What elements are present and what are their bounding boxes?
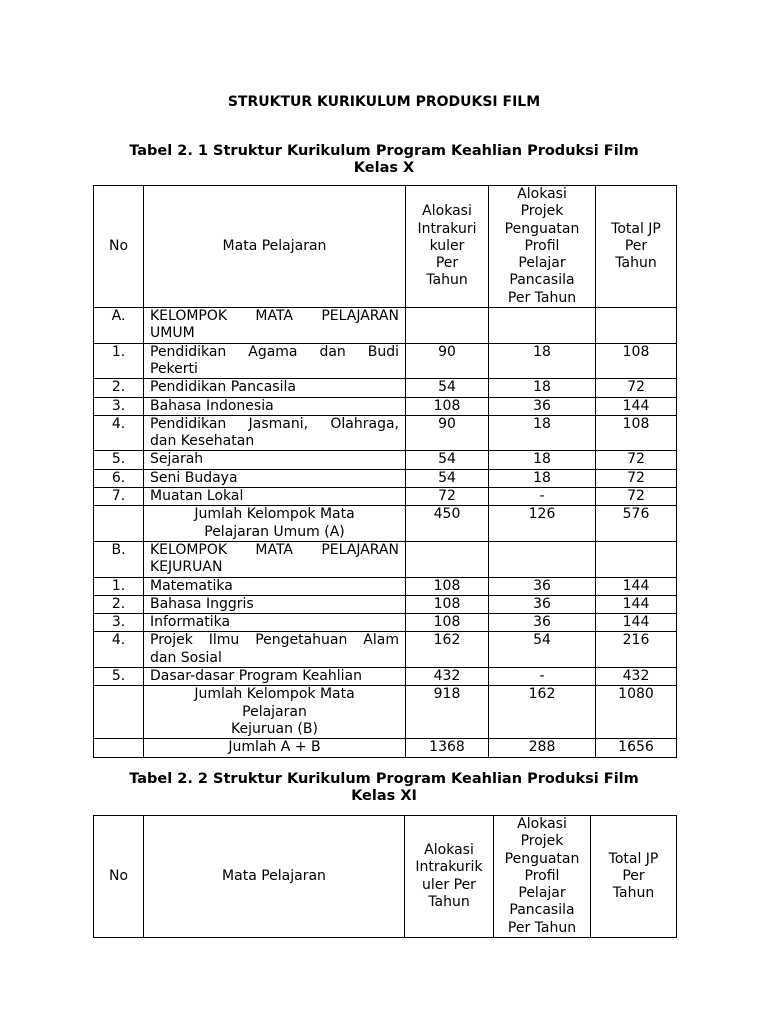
alokasi-intrakurikuler-value: 108 xyxy=(406,614,489,632)
total-jp-value: 1080 xyxy=(596,686,677,739)
row-number: A. xyxy=(94,308,144,344)
subject-name-line: Kejuruan (B) xyxy=(231,720,318,737)
group-row xyxy=(94,308,677,344)
header-alokasi-intrakurikuler-line: Tahun xyxy=(426,272,468,289)
subject-name xyxy=(144,541,406,577)
alokasi-projek-value: 162 xyxy=(489,686,596,739)
subject-name-line: Sejarah xyxy=(150,451,204,468)
subject-name-line: Pendidikan Jasmani, Olahraga, xyxy=(150,415,399,432)
table-row xyxy=(94,415,677,451)
header-alokasi-intrakurikuler-line: Intrakuri xyxy=(417,220,477,237)
alokasi-intrakurikuler-value: 918 xyxy=(406,686,489,739)
table-row xyxy=(94,632,677,668)
header-total-jp xyxy=(591,816,677,938)
subject-name-line: Pendidikan Pancasila xyxy=(150,379,296,396)
subject-name xyxy=(144,488,406,506)
header-total-jp xyxy=(596,186,677,308)
table-row xyxy=(94,488,677,506)
header-alokasi-intrakurikuler-line: Alokasi xyxy=(422,203,472,220)
header-alokasi-projek-line: Profil xyxy=(524,867,560,884)
alokasi-projek-value: 18 xyxy=(489,415,596,451)
row-number: 5. xyxy=(94,668,144,686)
subject-name-line: Jumlah A + B xyxy=(228,739,321,756)
header-total-jp-line: Total JP xyxy=(608,850,659,867)
alokasi-projek-value: 288 xyxy=(489,739,596,757)
header-alokasi-projek-line: Profil xyxy=(524,237,560,254)
subject-name-line: Bahasa Inggris xyxy=(150,595,254,612)
header-alokasi-projek-line: Per Tahun xyxy=(507,919,577,936)
alokasi-intrakurikuler-value: 90 xyxy=(406,415,489,451)
subject-name xyxy=(144,595,406,613)
header-alokasi-projek-line: Pelajar xyxy=(518,885,566,902)
header-alokasi-intrakurikuler-line: Intrakurik xyxy=(415,859,483,876)
row-number: 5. xyxy=(94,451,144,469)
header-total-jp-line: Tahun xyxy=(612,885,655,902)
curriculum-table-kelas-x xyxy=(93,185,677,758)
alokasi-projek-value: - xyxy=(489,488,596,506)
table1-caption xyxy=(100,143,668,177)
row-number: 4. xyxy=(94,415,144,451)
header-alokasi-projek-line: Pancasila xyxy=(509,902,575,919)
header-no: No xyxy=(94,816,144,938)
header-total-jp-line: Per xyxy=(624,237,648,254)
header-alokasi-projek-line: Pelajar xyxy=(518,255,566,272)
total-jp-value: 72 xyxy=(596,488,677,506)
table-row xyxy=(94,379,677,397)
row-number: 1. xyxy=(94,343,144,379)
total-jp-value: 108 xyxy=(596,343,677,379)
subject-name-line: Bahasa Indonesia xyxy=(150,397,274,414)
subject-name xyxy=(144,308,406,344)
subject-name-line: KELOMPOK MATA PELAJARAN xyxy=(150,308,399,325)
subject-name xyxy=(144,506,406,542)
table-row xyxy=(94,614,677,632)
table-row xyxy=(94,397,677,415)
alokasi-intrakurikuler-value: 162 xyxy=(406,632,489,668)
subtotal-row xyxy=(94,739,677,757)
subject-name xyxy=(144,577,406,595)
alokasi-intrakurikuler-value: 90 xyxy=(406,343,489,379)
header-alokasi-projek xyxy=(489,186,596,308)
curriculum-table-kelas-xi xyxy=(93,815,677,938)
row-number xyxy=(94,506,144,542)
subject-name xyxy=(144,343,406,379)
header-total-jp-line: Tahun xyxy=(615,255,657,272)
total-jp-value: 144 xyxy=(596,397,677,415)
row-number: 2. xyxy=(94,595,144,613)
subject-name xyxy=(144,686,406,739)
alokasi-intrakurikuler-value: 54 xyxy=(406,451,489,469)
header-alokasi-projek-line: Penguatan xyxy=(504,850,580,867)
alokasi-projek-value xyxy=(489,308,596,344)
table2-caption xyxy=(100,771,668,805)
alokasi-projek-value: 18 xyxy=(489,451,596,469)
alokasi-intrakurikuler-value: 72 xyxy=(406,488,489,506)
subtotal-row xyxy=(94,686,677,739)
table-row xyxy=(94,451,677,469)
table2-caption-line1: Tabel 2. 2 Struktur Kurikulum Program Keahlian Produksi Film xyxy=(129,771,639,787)
table-row xyxy=(94,343,677,379)
row-number: 1. xyxy=(94,577,144,595)
subject-name-line: KELOMPOK MATA PELAJARAN xyxy=(150,541,399,558)
header-alokasi-intrakurikuler xyxy=(405,816,494,938)
subject-name-line: UMUM xyxy=(150,325,195,342)
total-jp-value: 576 xyxy=(596,506,677,542)
table1-caption-line1: Tabel 2. 1 Struktur Kurikulum Program Keahlian Produksi Film xyxy=(129,143,639,159)
subject-name xyxy=(144,451,406,469)
alokasi-projek-value: 36 xyxy=(489,595,596,613)
row-number: 7. xyxy=(94,488,144,506)
row-number xyxy=(94,686,144,739)
table1-caption-line2: Kelas X xyxy=(353,160,415,176)
alokasi-intrakurikuler-value: 1368 xyxy=(406,739,489,757)
alokasi-intrakurikuler-value: 432 xyxy=(406,668,489,686)
total-jp-value: 432 xyxy=(596,668,677,686)
header-alokasi-projek-line: Pancasila xyxy=(509,272,575,289)
alokasi-intrakurikuler-value: 54 xyxy=(406,379,489,397)
row-number: 3. xyxy=(94,614,144,632)
header-alokasi-intrakurikuler-line: Alokasi xyxy=(424,841,474,858)
total-jp-value: 72 xyxy=(596,469,677,487)
total-jp-value xyxy=(596,541,677,577)
subject-name-line: Jumlah Kelompok Mata xyxy=(194,686,355,703)
subject-name-line: Jumlah Kelompok Mata xyxy=(194,506,355,523)
alokasi-intrakurikuler-value: 450 xyxy=(406,506,489,542)
table-row xyxy=(94,668,677,686)
alokasi-projek-value: - xyxy=(489,668,596,686)
alokasi-projek-value: 54 xyxy=(489,632,596,668)
subject-name-line: Muatan Lokal xyxy=(150,488,244,505)
subject-name-line: Dasar-dasar Program Keahlian xyxy=(150,668,362,685)
header-alokasi-projek-line: Alokasi xyxy=(517,816,567,832)
header-row xyxy=(94,816,677,938)
header-mata-pelajaran: Mata Pelajaran xyxy=(144,816,405,938)
subject-name-line: Informatika xyxy=(150,614,231,631)
header-alokasi-intrakurikuler-line: kuler xyxy=(429,237,465,254)
table2-caption-line2: Kelas XI xyxy=(351,788,417,804)
subject-name xyxy=(144,668,406,686)
total-jp-value: 144 xyxy=(596,577,677,595)
alokasi-projek-value xyxy=(489,541,596,577)
subject-name xyxy=(144,415,406,451)
alokasi-projek-value: 36 xyxy=(489,614,596,632)
total-jp-value: 144 xyxy=(596,595,677,613)
header-alokasi-projek-line: Projek xyxy=(520,203,564,220)
row-number: 6. xyxy=(94,469,144,487)
header-alokasi-intrakurikuler-line: Tahun xyxy=(428,893,470,910)
header-total-jp-line: Total JP xyxy=(611,220,661,237)
subject-name xyxy=(144,614,406,632)
table-row xyxy=(94,469,677,487)
alokasi-intrakurikuler-value xyxy=(406,308,489,344)
subject-name-line: Pekerti xyxy=(150,360,198,377)
subject-name-line: Pelajaran Umum (A) xyxy=(204,523,345,540)
total-jp-value: 216 xyxy=(596,632,677,668)
row-number: 2. xyxy=(94,379,144,397)
subtotal-row xyxy=(94,506,677,542)
row-number: 3. xyxy=(94,397,144,415)
alokasi-projek-value: 36 xyxy=(489,397,596,415)
subject-name-line: Pendidikan Agama dan Budi xyxy=(150,343,399,360)
subject-name xyxy=(144,739,406,757)
subject-name-line: KEJURUAN xyxy=(150,559,223,576)
header-row xyxy=(94,186,677,308)
header-alokasi-intrakurikuler-line: uler Per xyxy=(422,876,476,893)
header-alokasi-projek-line: Alokasi xyxy=(517,186,567,202)
subject-name-line: Matematika xyxy=(150,577,233,594)
page-title: STRUKTUR KURIKULUM PRODUKSI FILM xyxy=(227,94,541,110)
header-no: No xyxy=(94,186,144,308)
subject-name-line: Projek Ilmu Pengetahuan Alam xyxy=(150,632,399,649)
subject-name-line: Seni Budaya xyxy=(150,469,238,486)
alokasi-intrakurikuler-value: 54 xyxy=(406,469,489,487)
subject-name-line: dan Sosial xyxy=(150,649,222,666)
subject-name-line: Pelajaran xyxy=(242,703,307,720)
total-jp-value: 108 xyxy=(596,415,677,451)
alokasi-intrakurikuler-value: 108 xyxy=(406,397,489,415)
total-jp-value xyxy=(596,308,677,344)
row-number: B. xyxy=(94,541,144,577)
header-total-jp-line: Per xyxy=(622,867,645,884)
header-alokasi-projek-line: Penguatan xyxy=(504,220,580,237)
table-row xyxy=(94,577,677,595)
total-jp-value: 72 xyxy=(596,379,677,397)
subject-name-line: dan Kesehatan xyxy=(150,433,255,450)
header-alokasi-intrakurikuler xyxy=(406,186,489,308)
header-alokasi-intrakurikuler-line: Per xyxy=(435,255,459,272)
total-jp-value: 1656 xyxy=(596,739,677,757)
subject-name xyxy=(144,379,406,397)
subject-name xyxy=(144,397,406,415)
total-jp-value: 144 xyxy=(596,614,677,632)
total-jp-value: 72 xyxy=(596,451,677,469)
header-alokasi-projek xyxy=(494,816,591,938)
alokasi-intrakurikuler-value xyxy=(406,541,489,577)
header-alokasi-projek-line: Per Tahun xyxy=(507,289,577,306)
row-number: 4. xyxy=(94,632,144,668)
header-mata-pelajaran: Mata Pelajaran xyxy=(144,186,406,308)
alokasi-projek-value: 36 xyxy=(489,577,596,595)
alokasi-projek-value: 18 xyxy=(489,469,596,487)
row-number xyxy=(94,739,144,757)
alokasi-intrakurikuler-value: 108 xyxy=(406,577,489,595)
alokasi-projek-value: 18 xyxy=(489,379,596,397)
table-row xyxy=(94,595,677,613)
header-alokasi-projek-line: Projek xyxy=(520,833,564,850)
subject-name xyxy=(144,469,406,487)
alokasi-projek-value: 126 xyxy=(489,506,596,542)
subject-name xyxy=(144,632,406,668)
alokasi-projek-value: 18 xyxy=(489,343,596,379)
group-row xyxy=(94,541,677,577)
alokasi-intrakurikuler-value: 108 xyxy=(406,595,489,613)
